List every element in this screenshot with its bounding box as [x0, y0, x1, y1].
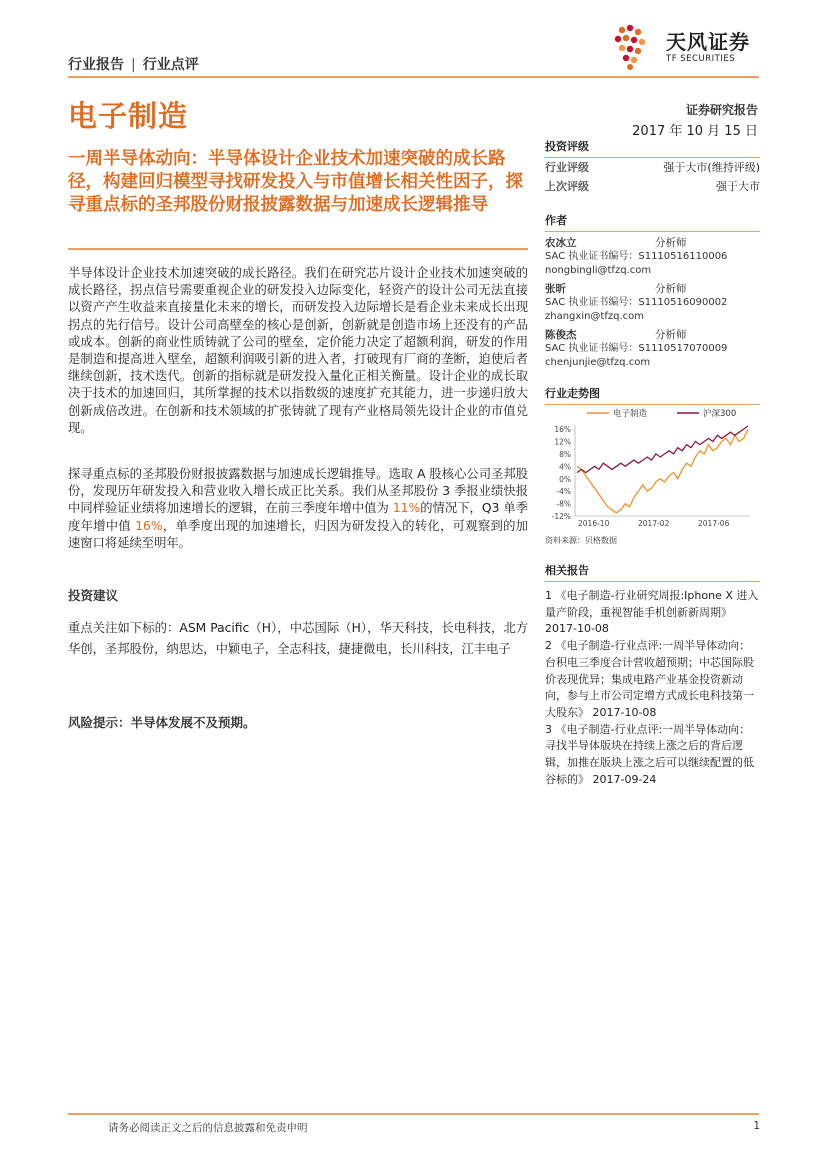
author-email: nongbingli@tfzq.com [545, 265, 652, 276]
authors-section [545, 212, 760, 370]
x-tick-label: 2017-02 [638, 519, 670, 528]
category-label: 行业报告 [68, 57, 124, 73]
rating-value: 强于大市 [716, 180, 760, 193]
y-tick-label: -8% [556, 499, 571, 509]
rating-section [545, 138, 760, 196]
legend-label: 电子制造 [613, 409, 648, 419]
report-category [68, 54, 199, 74]
related-report-link[interactable]: 3 《电子制造-行业点评:一周半导体动向：寻找半导体版块在持续上涨之后的背后逻辑，加推在版块上涨之后可以继续配置的低谷标的》 2017-09-24 [545, 722, 754, 786]
legend-label: 沪深300 [703, 409, 737, 419]
invest-heading: 投资建议 [68, 588, 119, 603]
logo-name: 天风证券 [666, 30, 750, 54]
author-entry [545, 236, 760, 278]
summary-paragraph-2 [68, 466, 528, 552]
author-email: chenjunjie@tfzq.com [545, 357, 651, 368]
y-tick-label: 12% [554, 437, 571, 447]
related-section [545, 562, 760, 788]
series-line [577, 426, 748, 473]
rating-row [545, 158, 760, 177]
related-heading: 相关报告 [545, 562, 760, 582]
p2-text-a: 探寻重点标的圣邦股份财报披露数据与加速成长逻辑推导。选取 A 股核心公司圣邦股份，发现历年研发投入和营业收入增长成正比关系。我们从圣邦股份 3 季报业绩快报中同样验证业绩将加速增长的逻辑，在前三季度年增中值为 [68, 467, 528, 516]
report-type: 证券研究报告 [685, 103, 758, 117]
author-email: zhangxin@tfzq.com [545, 311, 645, 322]
chart-x-axis [575, 516, 750, 528]
author-name: 陈俊杰 [545, 329, 577, 341]
logo-subtitle: TF SECURITIES [666, 54, 736, 64]
chart-y-axis [552, 425, 575, 521]
footer-divider [68, 1113, 759, 1115]
x-tick-label: 2016-10 [578, 519, 610, 528]
y-tick-label: -12% [551, 512, 571, 521]
industry-title: 电子制造 [68, 99, 189, 133]
p2-text-b: 的情况下，Q3 单季度年增中值 [68, 501, 528, 533]
report-date: 2017 年 10 月 15 日 [632, 124, 758, 139]
chart-lines [577, 426, 748, 513]
series-line [577, 429, 748, 513]
author-name: 农冰立 [545, 237, 577, 249]
related-report-link[interactable]: 1 《电子制造-行业研究周报:Iphone X 进入量产阶段，重视智能手机创新新周期》 2017-10-08 [545, 589, 759, 636]
industry-trend-chart [545, 404, 760, 532]
category-separator: | [131, 57, 136, 73]
authors-heading: 作者 [545, 212, 760, 232]
author-cert: SAC 执业证书编号：S1110516110006 [545, 251, 728, 262]
rating-row [545, 177, 760, 196]
rating-heading: 投资评级 [545, 138, 760, 158]
chart-legend [587, 408, 736, 419]
rating-value: 强于大市(维持评级) [663, 161, 760, 174]
invest-paragraph: 重点关注如下标的：ASM Pacific（H），中芯国际（H），华天科技，长电科技，北方华创，圣邦股份，纳思达，中颖电子，全志科技，捷捷微电，长川科技，江丰电子 [68, 621, 528, 656]
related-list [545, 588, 760, 788]
summary-paragraph-1: 半导体设计企业技术加速突破的成长路径。我们在研究芯片设计企业技术加速突破的成长路径，拐点信号需要重视企业的研发投入边际变化，轻资产的设计公司无法直接以资产产生收益来直接量化未来的增长，而研发投入边际增长是看企业未来成长出现拐点的先行信号。设计公司高壁垒的核心是创新，创新就是创造市场上还没有的产品或成本。创新的商业性质铸就了公司的壁垒，定价能力决定了超额利润，研发的作用是制造和提高进入壁垒，超额利润吸引新的进入者，打破现有厂商的垄断，迫使后者继续创新，技术迭代。创新的指标就是研发投入量化正相关衡量。设计企业的成长取决于技术的加速回归，其所掌握的技术以指数级的速度扩充其能力，进一步递归放大创新成倍改进。在创新和技术领域的扩张铸就了现有产业格局领先设计企业的市值兑现。 [68, 266, 528, 435]
subcategory-label: 行业点评 [142, 57, 199, 73]
risk-warning: 风险提示：半导体发展不及预期。 [68, 715, 256, 730]
y-tick-label: 4% [559, 462, 571, 472]
page-number: 1 [753, 1120, 760, 1132]
author-entry [545, 328, 760, 370]
chart-section [545, 385, 760, 405]
p2-highlight-value-1: 11% [392, 501, 421, 516]
y-tick-label: -4% [556, 487, 571, 497]
author-cert: SAC 执业证书编号：S1110517070009 [545, 343, 728, 354]
header-divider [68, 76, 759, 78]
author-role: 分析师 [655, 329, 687, 341]
x-tick-label: 2017-06 [698, 519, 730, 528]
title-divider [68, 248, 528, 250]
author-role: 分析师 [655, 237, 687, 249]
y-tick-label: 8% [559, 449, 571, 459]
author-entry [545, 282, 760, 324]
chart-heading: 行业走势图 [545, 385, 760, 405]
y-tick-label: 0% [559, 474, 571, 484]
author-role: 分析师 [655, 283, 687, 295]
rating-label: 行业评级 [545, 161, 589, 174]
p2-highlight-value-2: 16% [135, 518, 163, 533]
chart-source: 资料来源：贝格数据 [545, 536, 617, 545]
author-cert: SAC 执业证书编号：S1110516090002 [545, 297, 728, 308]
y-tick-label: 16% [554, 425, 571, 435]
related-report-link[interactable]: 2 《电子制造-行业点评:一周半导体动向：台积电三季度合计营收超预期；中芯国际股价表现优异；集成电路产业基金投资新动向，参与上市公司定增方式成长电科技第一大股东》 2017-10-08 [545, 639, 754, 719]
footer-disclaimer[interactable]: 请务必阅读正文之后的信息披露和免责申明 [108, 1122, 308, 1134]
p2-text-c: ，单季度出现的加速增长，归因为研发投入的转化，可观察到的加速窗口将延续至明年。 [68, 518, 528, 550]
author-name: 张昕 [545, 283, 566, 295]
report-title: 一周半导体动向：半导体设计企业技术加速突破的成长路径，构建回归模型寻找研发投入与市值增长相关性因子，探寻重点标的圣邦股份财报披露数据与加速成长逻辑推导 [68, 149, 523, 215]
rating-label: 上次评级 [545, 180, 589, 193]
logo-mark-icon [615, 25, 645, 70]
